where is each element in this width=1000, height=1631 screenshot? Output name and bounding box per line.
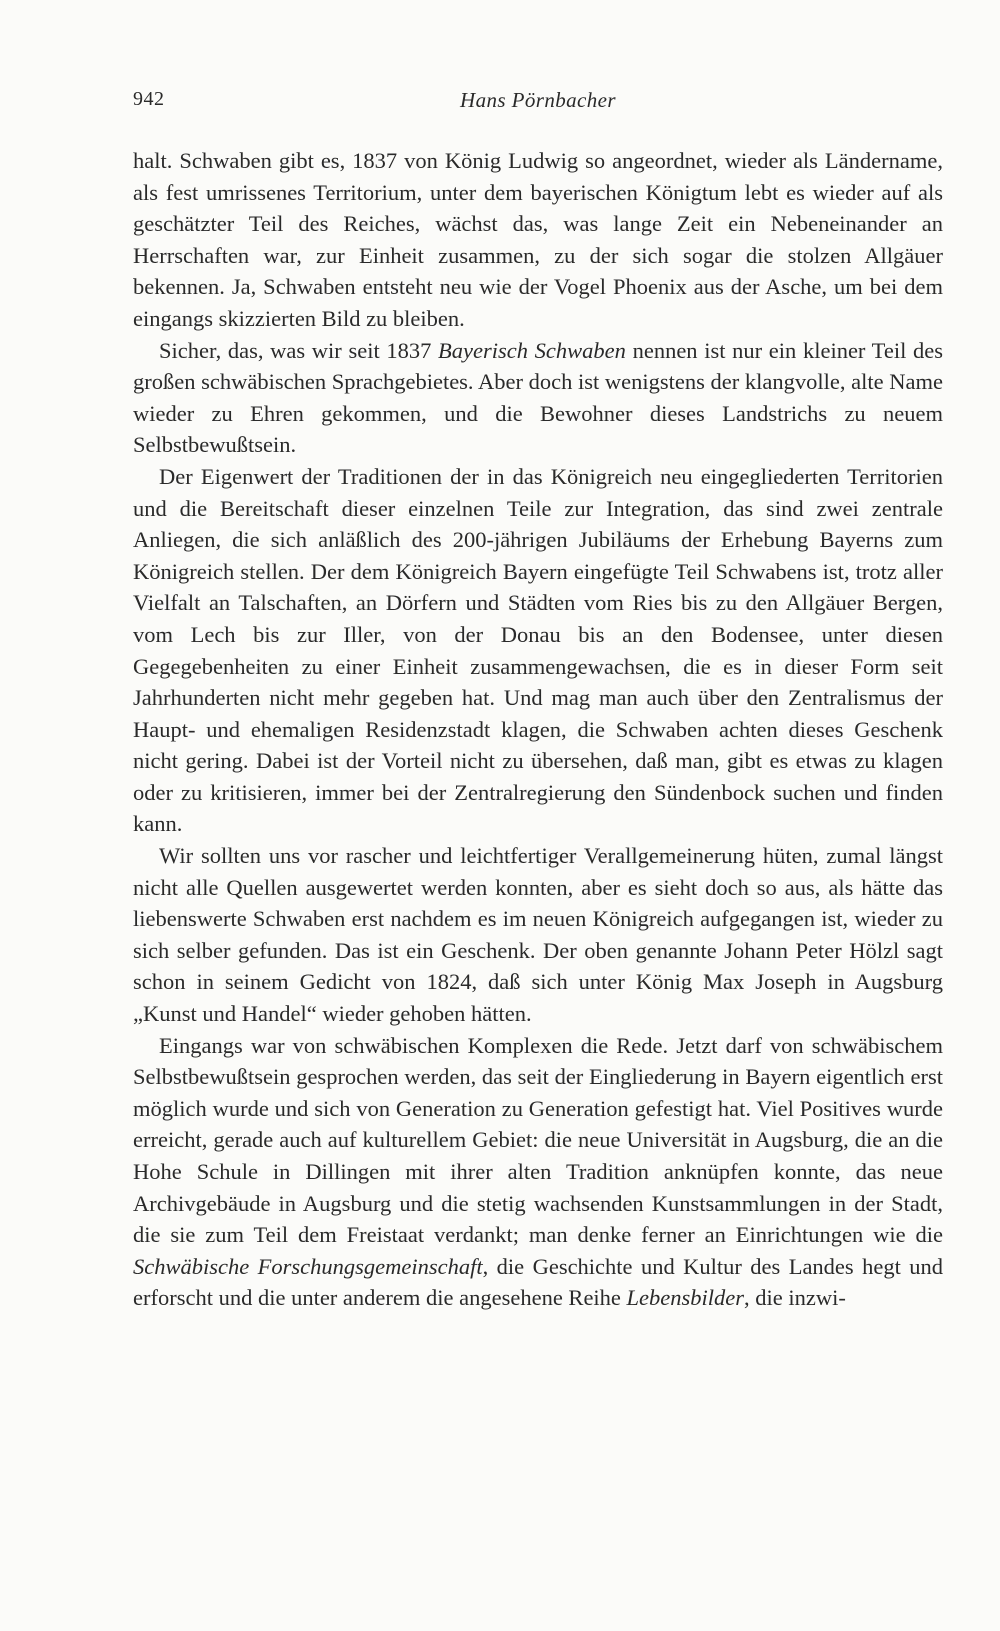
italic-text: Schwäbische Forschungsgemeinschaft <box>133 1253 483 1279</box>
italic-text: Bayerisch Schwaben <box>438 337 626 363</box>
text-segment: Wir sollten uns vor rascher und leichtfertiger Verallgemeinerung hüten, zumal längst nicht alle Quellen ausgewertet werden konnten, aber es sieht doch so aus, als hätte das liebenswerte Schwaben erst nachdem es im neuen Königreich aufgegangen ist, wieder zu sich selber gefunden. Das ist ein Geschenk. Der oben genannte Johann Peter Hölzl sagt schon in seinem Gedicht von 1824, daß sich unter König Max Joseph in Augsburg „Kunst und Handel“ wieder gehoben hätten. <box>133 843 943 1027</box>
body-text <box>133 145 943 1314</box>
paragraph <box>133 461 943 840</box>
text-segment: Sicher, das, was wir seit 1837 <box>159 337 439 363</box>
paragraph <box>133 1030 943 1314</box>
text-segment: , die inzwi- <box>744 1285 846 1311</box>
text-segment: , die Geschichte und Kultur des Landes hegt und erforscht und die unter anderem die angesehene Reihe <box>133 1253 944 1311</box>
text-segment: nennen ist nur ein kleiner Teil des großen schwäbischen Sprachgebietes. Aber doch ist wenigstens der klangvolle, alte Name wieder zu Ehren gekommen, und die Bewohner dieses Landstrichs zu neuem Selbstbewußtsein. <box>133 337 943 458</box>
paragraph <box>133 840 943 1030</box>
italic-text: Lebensbilder <box>626 1285 745 1311</box>
page-header <box>133 88 943 118</box>
running-head: Hans Pörnbacher <box>460 88 616 112</box>
page-number: 942 <box>133 88 165 110</box>
paragraph <box>133 335 943 461</box>
text-segment: Eingangs war von schwäbischen Komplexen die Rede. Jetzt darf von schwäbischem Selbstbewußtsein gesprochen werden, das seit der Eingliederung in Bayern eigentlich erst möglich wurde und sich von Generation zu Generation gefestigt hat. Viel Positives wurde erreicht, gerade auch auf kulturellem Gebiet: die neue Universität in Augsburg, die an die Hohe Schule in Dillingen mit ihrer alten Tradition anknüpfen konnte, das neue Archivgebäude in Augsburg und die stetig wachsenden Kunstsammlungen in der Stadt, die sie zum Teil dem Freistaat verdankt; man denke ferner an Einrichtungen wie die <box>133 1032 943 1248</box>
paragraph <box>133 145 943 335</box>
text-segment: halt. Schwaben gibt es, 1837 von König Ludwig so angeordnet, wieder als Ländername, als fest umrissenes Territorium, unter dem bayerischen Königtum lebt es wieder auf als geschätzter Teil des Reiches, wächst das, was lange Zeit ein Nebeneinander an Herrschaften war, zur Einheit zusammen, zu der sich sogar die stolzen Allgäuer bekennen. Ja, Schwaben entsteht neu wie der Vogel Phoenix aus der Asche, um bei dem eingangs skizzierten Bild zu bleiben. <box>133 148 943 331</box>
text-segment: Der Eigenwert der Traditionen der in das Königreich neu eingegliederten Territorien und die Bereitschaft dieser einzelnen Teile zur Integration, das sind zwei zentrale Anliegen, die sich anläßlich des 200-jährigen Jubiläums der Erhebung Bayerns zum Königreich stellen. Der dem Königreich Bayern eingefügte Teil Schwabens ist, trotz aller Vielfalt an Talschaften, an Dörfern und Städten vom Ries bis zu den Allgäuer Bergen, vom Lech bis zur Iller, von der Donau bis an den Bodensee, unter diesen Gegegebenheiten zu einer Einheit zusammengewachsen, die es in dieser Form seit Jahrhunderten nicht mehr gegeben hat. Und mag man auch über den Zentralismus der Haupt- und ehemaligen Residenzstadt klagen, die Schwaben achten dieses Geschenk nicht gering. Dabei ist der Vorteil nicht zu übersehen, daß man, gibt es etwas zu klagen oder zu kritisieren, immer bei der Zentralregierung den Sündenbock suchen und finden kann. <box>133 463 943 837</box>
